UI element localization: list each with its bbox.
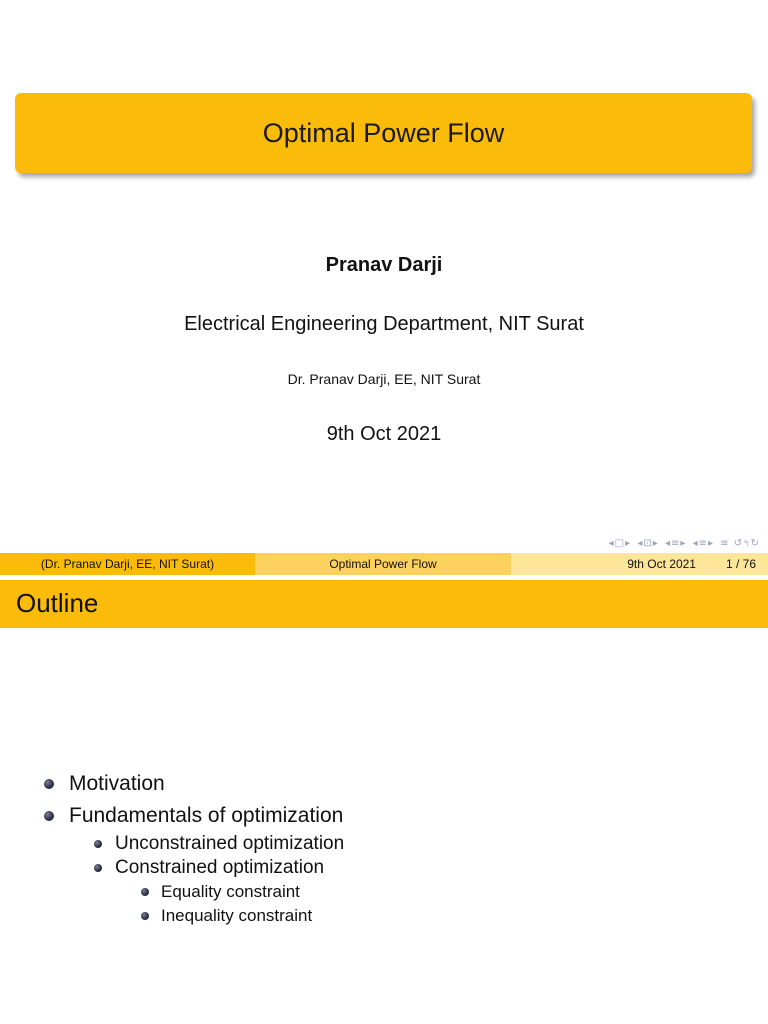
outline-item bbox=[44, 800, 344, 832]
outline-subitem-label: Unconstrained optimization bbox=[115, 833, 345, 854]
presentation-date: 9th Oct 2021 bbox=[326, 423, 442, 445]
nav-section-icon[interactable]: ◂≡▸ bbox=[664, 538, 687, 549]
slide-title: Optimal Power Flow bbox=[262, 117, 505, 148]
slide-title-box bbox=[15, 93, 752, 173]
bullet-icon bbox=[94, 840, 102, 848]
nav-align-icon[interactable]: ◂≡▸ bbox=[692, 538, 714, 549]
footer-right bbox=[511, 553, 768, 575]
frame-title-bar bbox=[0, 580, 768, 628]
nav-frame-icon[interactable]: ◂□▸ bbox=[608, 538, 632, 549]
outline-subitem-label: Constrained optimization bbox=[115, 857, 325, 878]
department: Electrical Engineering Department, NIT Surat bbox=[184, 313, 584, 335]
slide-footer bbox=[0, 553, 768, 575]
outline-list bbox=[44, 768, 344, 928]
frame-title: Outline bbox=[16, 588, 99, 618]
footer-title: Optimal Power Flow bbox=[255, 553, 511, 575]
bullet-icon bbox=[94, 864, 102, 872]
outline-subsubitem bbox=[141, 904, 344, 928]
footer-date: 9th Oct 2021 bbox=[627, 557, 696, 571]
bullet-icon bbox=[141, 888, 149, 896]
outline-item-label: Fundamentals of optimization bbox=[69, 804, 344, 827]
beamer-navigation bbox=[607, 536, 760, 553]
outline-subsubitem-label: Inequality constraint bbox=[161, 906, 313, 925]
author-name: Pranav Darji bbox=[325, 254, 443, 276]
outline-subitem bbox=[94, 832, 344, 856]
bullet-icon bbox=[44, 811, 54, 821]
nav-subsection-icon[interactable]: ◂⊡▸ bbox=[637, 538, 659, 549]
outline-subitem bbox=[94, 856, 344, 880]
footer-author: (Dr. Pranav Darji, EE, NIT Surat) bbox=[0, 553, 255, 575]
footer-page-number: 1 / 76 bbox=[725, 557, 756, 571]
bullet-icon bbox=[44, 779, 54, 789]
outline-item bbox=[44, 768, 344, 800]
institute: Dr. Pranav Darji, EE, NIT Surat bbox=[287, 371, 481, 387]
outline-subsubitem bbox=[141, 880, 344, 904]
bullet-icon bbox=[141, 912, 149, 920]
nav-search-icon[interactable]: ≡ ↺৭↻ bbox=[720, 538, 760, 549]
outline-subsubitem-label: Equality constraint bbox=[161, 882, 300, 901]
outline-item-label: Motivation bbox=[69, 772, 165, 795]
